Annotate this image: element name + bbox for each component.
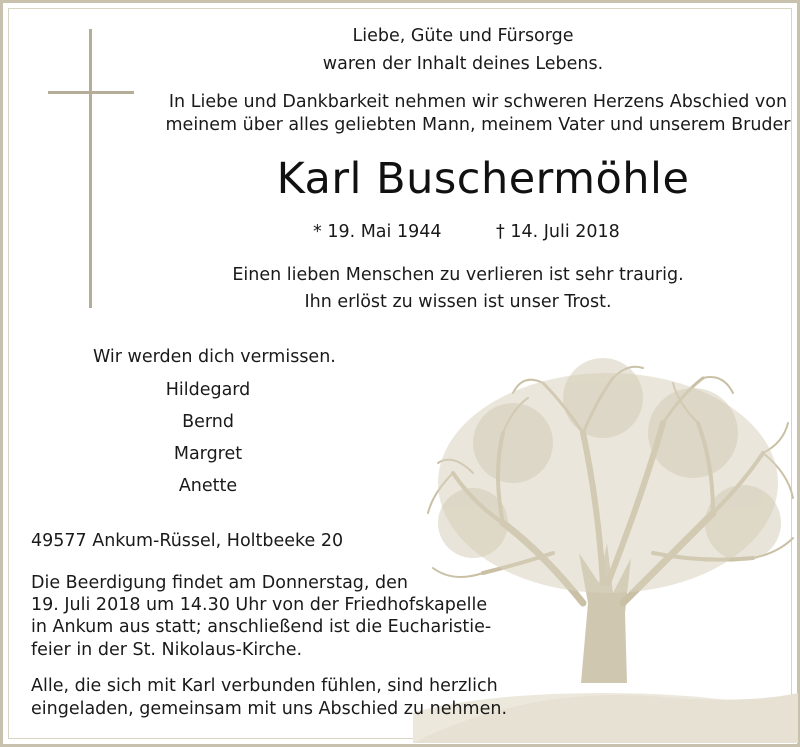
funeral-line-2: 19. Juli 2018 um 14.30 Uhr von der Friedhofskapelle: [31, 595, 488, 615]
mourner-name: Hildegard: [165, 380, 251, 400]
poem-bottom-line-1: Einen lieben Menschen zu verlieren ist sehr traurig.: [232, 265, 684, 285]
address: 49577 Ankum-Rüssel, Holtbeeke 20: [31, 531, 344, 551]
poem-top-line-1: Liebe, Güte und Fürsorge: [352, 26, 574, 46]
mourner-name: Bernd: [182, 412, 234, 432]
mourner-name: Anette: [178, 476, 238, 496]
closing-line: Wir werden dich vermissen.: [93, 347, 336, 367]
birth-date: * 19. Mai 1944: [313, 222, 442, 242]
invitation-line-2: eingeladen, gemeinsam mit uns Abschied zu nehmen.: [31, 699, 508, 719]
invitation-line-1: Alle, die sich mit Karl verbunden fühlen, sind herzlich: [31, 676, 498, 696]
funeral-line-3: in Ankum aus statt; anschließend ist die Eucharistie-: [31, 617, 492, 637]
deceased-name: Karl Buschermöhle: [276, 154, 690, 204]
intro-line-1: In Liebe und Dankbarkeit nehmen wir schweren Herzens Abschied von: [168, 92, 788, 112]
mourner-name: Margret: [173, 444, 243, 464]
poem-top-line-2: waren der Inhalt deines Lebens.: [322, 54, 604, 74]
death-date: † 14. Juli 2018: [496, 222, 620, 242]
poem-bottom-line-2: Ihn erlöst zu wissen ist unser Trost.: [304, 292, 612, 312]
funeral-line-1: Die Beerdigung findet am Donnerstag, den: [31, 573, 409, 593]
intro-line-2: meinem über alles geliebten Mann, meinem Vater und unserem Bruder: [165, 115, 791, 135]
funeral-line-4: feier in der St. Nikolaus-Kirche.: [31, 640, 303, 660]
